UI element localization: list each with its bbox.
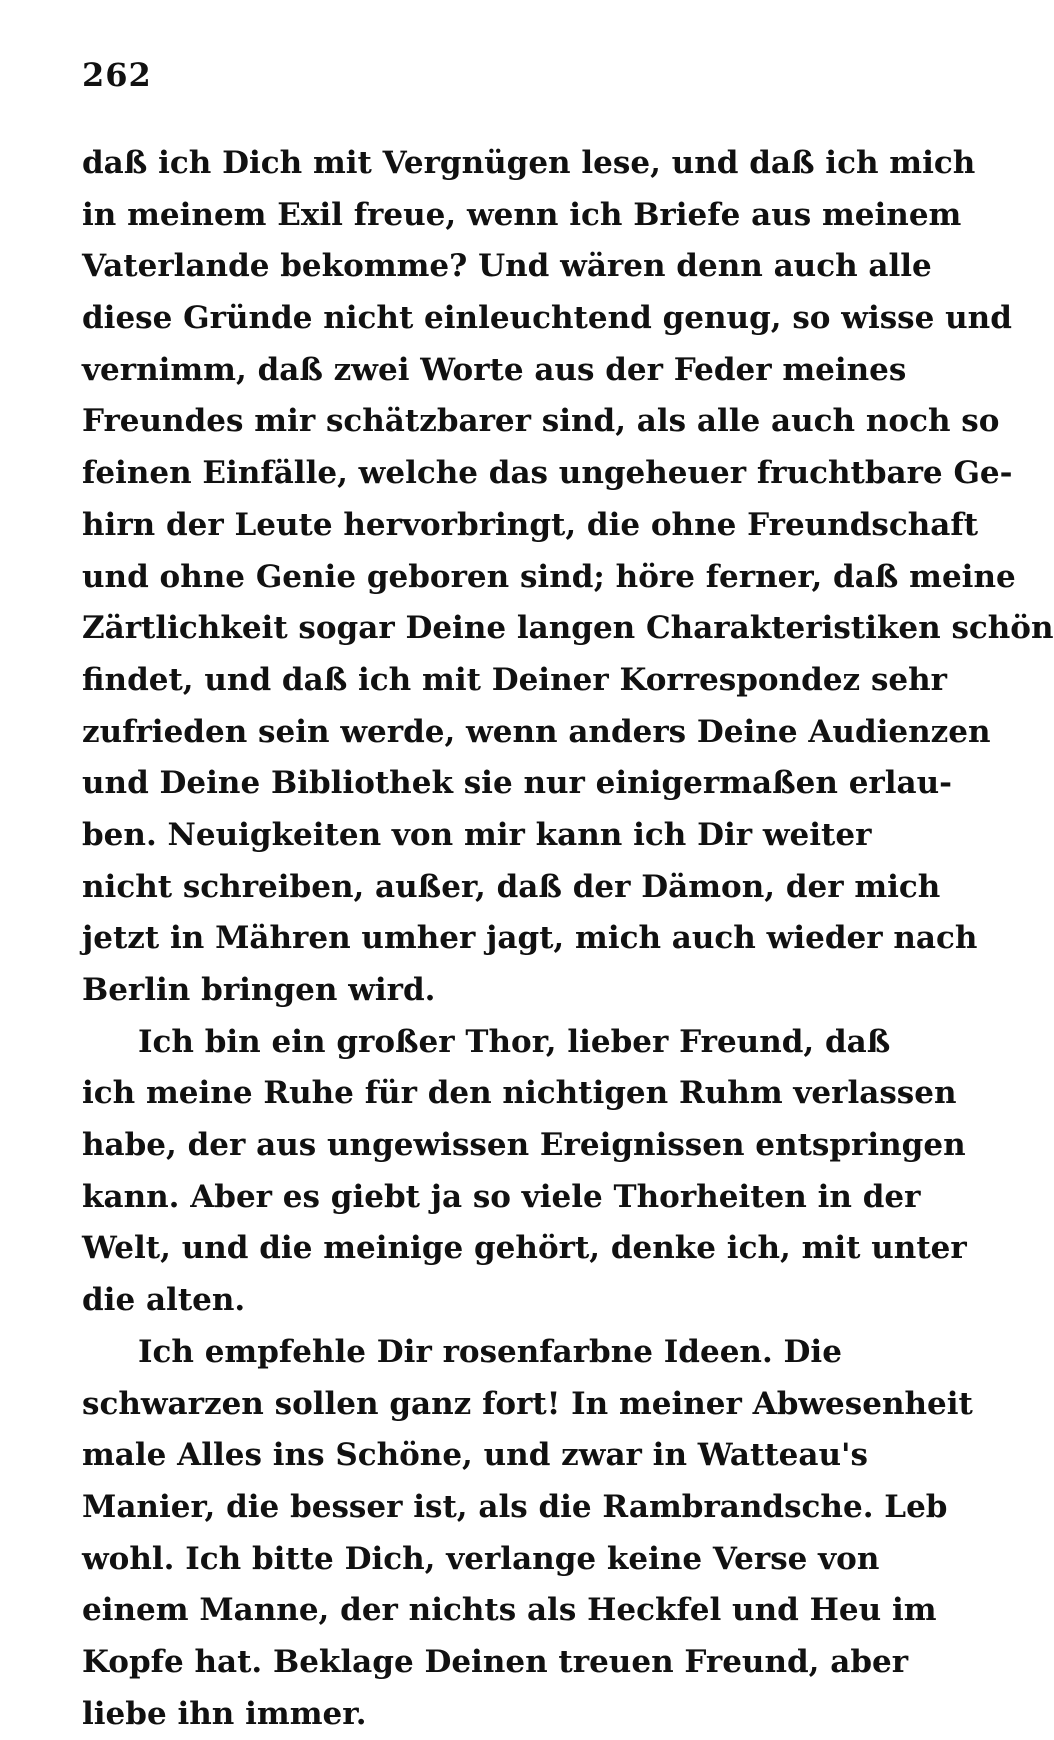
body-text [82, 138, 1054, 1740]
text-line: male Alles ins Schöne, und zwar in Watteau's [82, 1437, 868, 1474]
paragraph-2 [82, 1017, 967, 1327]
page-number: 262 [82, 56, 152, 94]
text-line: jetzt in Mähren umher jagt, mich auch wieder nach [82, 920, 978, 957]
text-line: nicht schreiben, außer, daß der Dämon, der mich [82, 868, 941, 905]
text-line: Ich bin ein großer Thor, lieber Freund, daß [138, 1023, 891, 1060]
text-line: daß ich Dich mit Vergnügen lese, und daß ich mich [82, 145, 976, 181]
text-line: Ich empfehle Dir rosenfarbne Ideen. Die [138, 1333, 842, 1370]
text-line: liebe ihn immer. [82, 1695, 367, 1732]
paragraph-1 [82, 138, 1054, 1017]
text-line: hirn der Leute hervorbringt, die ohne Freundschaft [82, 506, 979, 543]
text-line: kann. Aber es giebt ja so viele Thorheiten in der [82, 1178, 921, 1215]
text-line: schwarzen sollen ganz fort! In meiner Abwesenheit [82, 1385, 973, 1422]
text-line: feinen Einfälle, welche das ungeheuer fruchtbare Ge- [82, 455, 1013, 492]
text-line: Manier, die besser ist, als die Rambrandsche. Leb [82, 1488, 948, 1525]
text-line: ben. Neuigkeiten von mir kann ich Dir weiter [82, 816, 872, 853]
text-line: Berlin bringen wird. [82, 972, 436, 1008]
text-line: zufrieden sein werde, wenn anders Deine Audienzen [82, 713, 991, 750]
text-line: habe, der aus ungewissen Ereignissen entspringen [82, 1127, 966, 1164]
text-line: vernimm, daß zwei Worte aus der Feder meines [82, 351, 907, 388]
text-line: und Deine Bibliothek sie nur einigermaßen erlau- [82, 765, 953, 802]
text-line: ich meine Ruhe für den nichtigen Ruhm verlassen [82, 1075, 957, 1112]
text-line: Freundes mir schätzbarer sind, als alle auch noch so [82, 403, 1000, 440]
text-line: Welt, und die meinige gehört, denke ich, mit unter [82, 1230, 967, 1267]
paragraph-3 [82, 1327, 973, 1740]
text-line: einem Manne, der nichts als Heckfel und Heu im [82, 1592, 937, 1629]
text-line: Kopfe hat. Beklage Deinen treuen Freund, aber [82, 1643, 909, 1680]
text-line: wohl. Ich bitte Dich, verlange keine Verse von [82, 1540, 880, 1577]
text-line: und ohne Genie geboren sind; höre ferner, daß meine [82, 558, 1016, 595]
text-line: diese Gründe nicht einleuchtend genug, so wisse und [82, 300, 1012, 337]
text-line: in meinem Exil freue, wenn ich Briefe aus meinem [82, 196, 962, 233]
text-line: Vaterlande bekomme? Und wären denn auch alle [82, 248, 932, 285]
text-line: die alten. [82, 1282, 246, 1319]
text-line: findet, und daß ich mit Deiner Korrespondez sehr [82, 661, 947, 698]
text-line: Zärtlichkeit sogar Deine langen Charakteristiken schön [82, 610, 1054, 647]
